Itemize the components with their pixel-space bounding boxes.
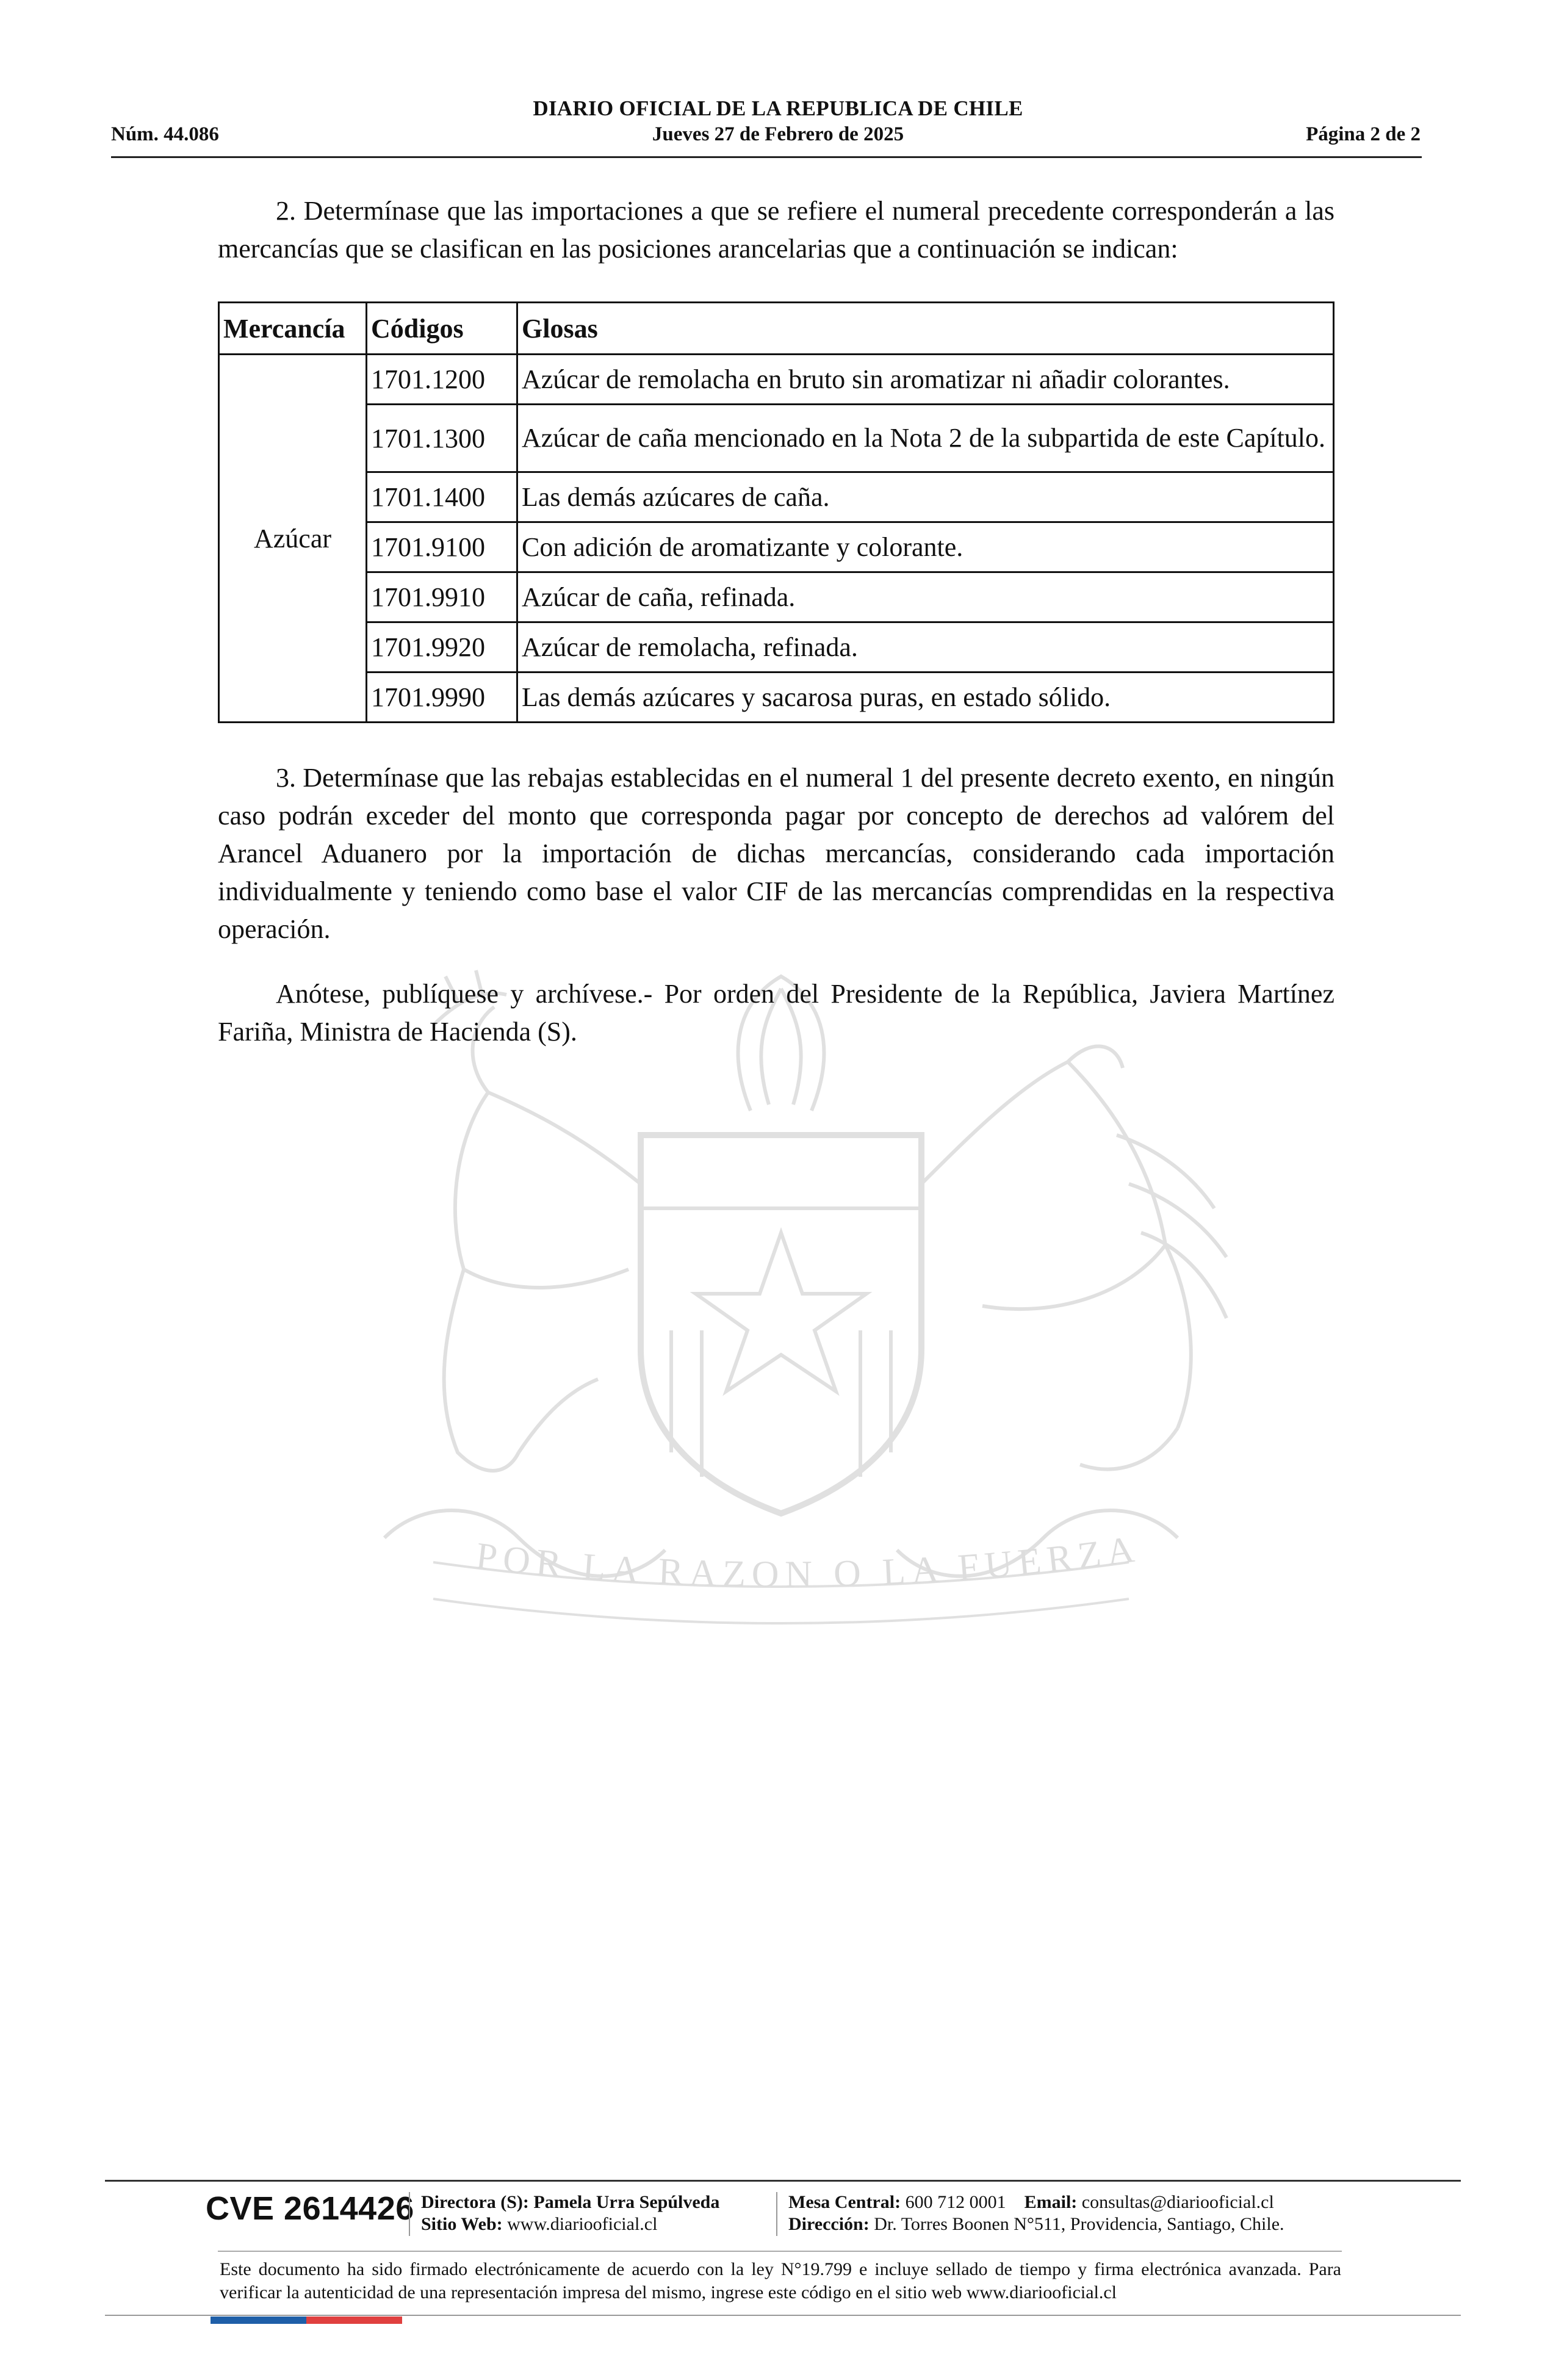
- header-divider: [111, 156, 1422, 158]
- phone-value: 600 712 0001: [905, 2192, 1006, 2212]
- description-cell: Azúcar de caña, refinada.: [517, 572, 1334, 622]
- page-number: Página 2 de 2: [1306, 123, 1421, 145]
- phone-email-line: [788, 2192, 1274, 2213]
- crest-motto: POR LA RAZON O LA FUERZA: [474, 1527, 1143, 1596]
- flag-stripe-blue: [211, 2317, 306, 2324]
- footer-divider-top: [105, 2180, 1461, 2182]
- issue-number: Núm. 44.086: [111, 123, 219, 145]
- legal-notice: Este documento ha sido firmado electrónicamente de acuerdo con la ley N°19.799 e incluye sellado de tiempo y firma electrónica avanzada. Para verificar la autenticidad de una representación impresa del mismo, ingrese este código en el sitio web www.diariooficial.cl: [220, 2259, 1341, 2302]
- closing-paragraph: Anótese, publíquese y archívese.- Por orden del Presidente de la República, Javiera Martínez Fariña, Ministra de Hacienda (S).: [218, 979, 1334, 1047]
- cve-code: CVE 2614426: [206, 2190, 414, 2227]
- phone-label: Mesa Central:: [788, 2192, 901, 2212]
- description-cell: Las demás azúcares y sacarosa puras, en estado sólido.: [517, 673, 1334, 723]
- issue-date: Jueves 27 de Febrero de 2025: [652, 123, 904, 145]
- paragraph-3: 3. Determínase que las rebajas establecidas en el numeral 1 del presente decreto exento, en ningún caso podrán exceder del monto que corresponda pagar por concepto de derechos ad valórem del Arancel Aduanero por la importación de dichas mercancías, considerando cada importación individualmente y teniendo como base el valor CIF de las mercancías comprendidas en la respectiva operación.: [218, 763, 1334, 944]
- director-label: Directora (S):: [421, 2192, 529, 2212]
- table-row: [219, 522, 1334, 572]
- code-cell: 1701.1400: [367, 472, 517, 522]
- description-cell: Azúcar de remolacha en bruto sin aromatizar ni añadir colorantes.: [517, 355, 1334, 405]
- code-cell: 1701.9100: [367, 522, 517, 572]
- address-line: [788, 2214, 1284, 2235]
- table-header-row: [219, 303, 1334, 355]
- table-row: [219, 673, 1334, 723]
- code-cell: 1701.1200: [367, 355, 517, 405]
- director-value: Pamela Urra Sepúlveda: [533, 2192, 720, 2212]
- description-cell: Azúcar de caña mencionado en la Nota 2 de la subpartida de este Capítulo.: [517, 405, 1334, 472]
- website-label: Sitio Web:: [421, 2214, 503, 2234]
- table-row: [219, 405, 1334, 472]
- email-value[interactable]: consultas@diariooficial.cl: [1081, 2192, 1274, 2212]
- description-cell: Las demás azúcares de caña.: [517, 472, 1334, 522]
- address-label: Dirección:: [788, 2214, 870, 2234]
- gazette-title: DIARIO OFICIAL DE LA REPUBLICA DE CHILE: [533, 96, 1023, 120]
- footer-divider-middle: [218, 2251, 1342, 2252]
- code-cell: 1701.1300: [367, 405, 517, 472]
- header-descriptions: Glosas: [517, 303, 1334, 355]
- header-merchandise: Mercancía: [219, 303, 367, 355]
- footer-separator: [409, 2192, 410, 2236]
- merchandise-cell: Azúcar: [219, 355, 367, 723]
- paragraph-2: 2. Determínase que las importaciones a que se refiere el numeral precedente corresponderán a las mercancías que se clasifican en las posiciones arancelarias que a continuación se indican:: [218, 196, 1334, 264]
- table-row: [219, 355, 1334, 405]
- address-value: Dr. Torres Boonen N°511, Providencia, Santiago, Chile.: [874, 2214, 1284, 2234]
- website-value[interactable]: www.diariooficial.cl: [507, 2214, 658, 2234]
- chile-coat-of-arms-icon: [201, 952, 1361, 1690]
- flag-stripe-red: [306, 2317, 402, 2324]
- description-cell: Azúcar de remolacha, refinada.: [517, 622, 1334, 673]
- table-row: [219, 472, 1334, 522]
- code-cell: 1701.9920: [367, 622, 517, 673]
- table-row: [219, 572, 1334, 622]
- website-line: [421, 2214, 657, 2235]
- tariff-table: [218, 301, 1334, 723]
- table-row: [219, 622, 1334, 673]
- code-cell: 1701.9990: [367, 673, 517, 723]
- footer-divider-bottom: [105, 2315, 1461, 2316]
- code-cell: 1701.9910: [367, 572, 517, 622]
- footer-separator: [776, 2192, 777, 2236]
- director-line: [421, 2192, 719, 2213]
- email-label: Email:: [1024, 2192, 1078, 2212]
- description-cell: Con adición de aromatizante y colorante.: [517, 522, 1334, 572]
- header-codes: Códigos: [367, 303, 517, 355]
